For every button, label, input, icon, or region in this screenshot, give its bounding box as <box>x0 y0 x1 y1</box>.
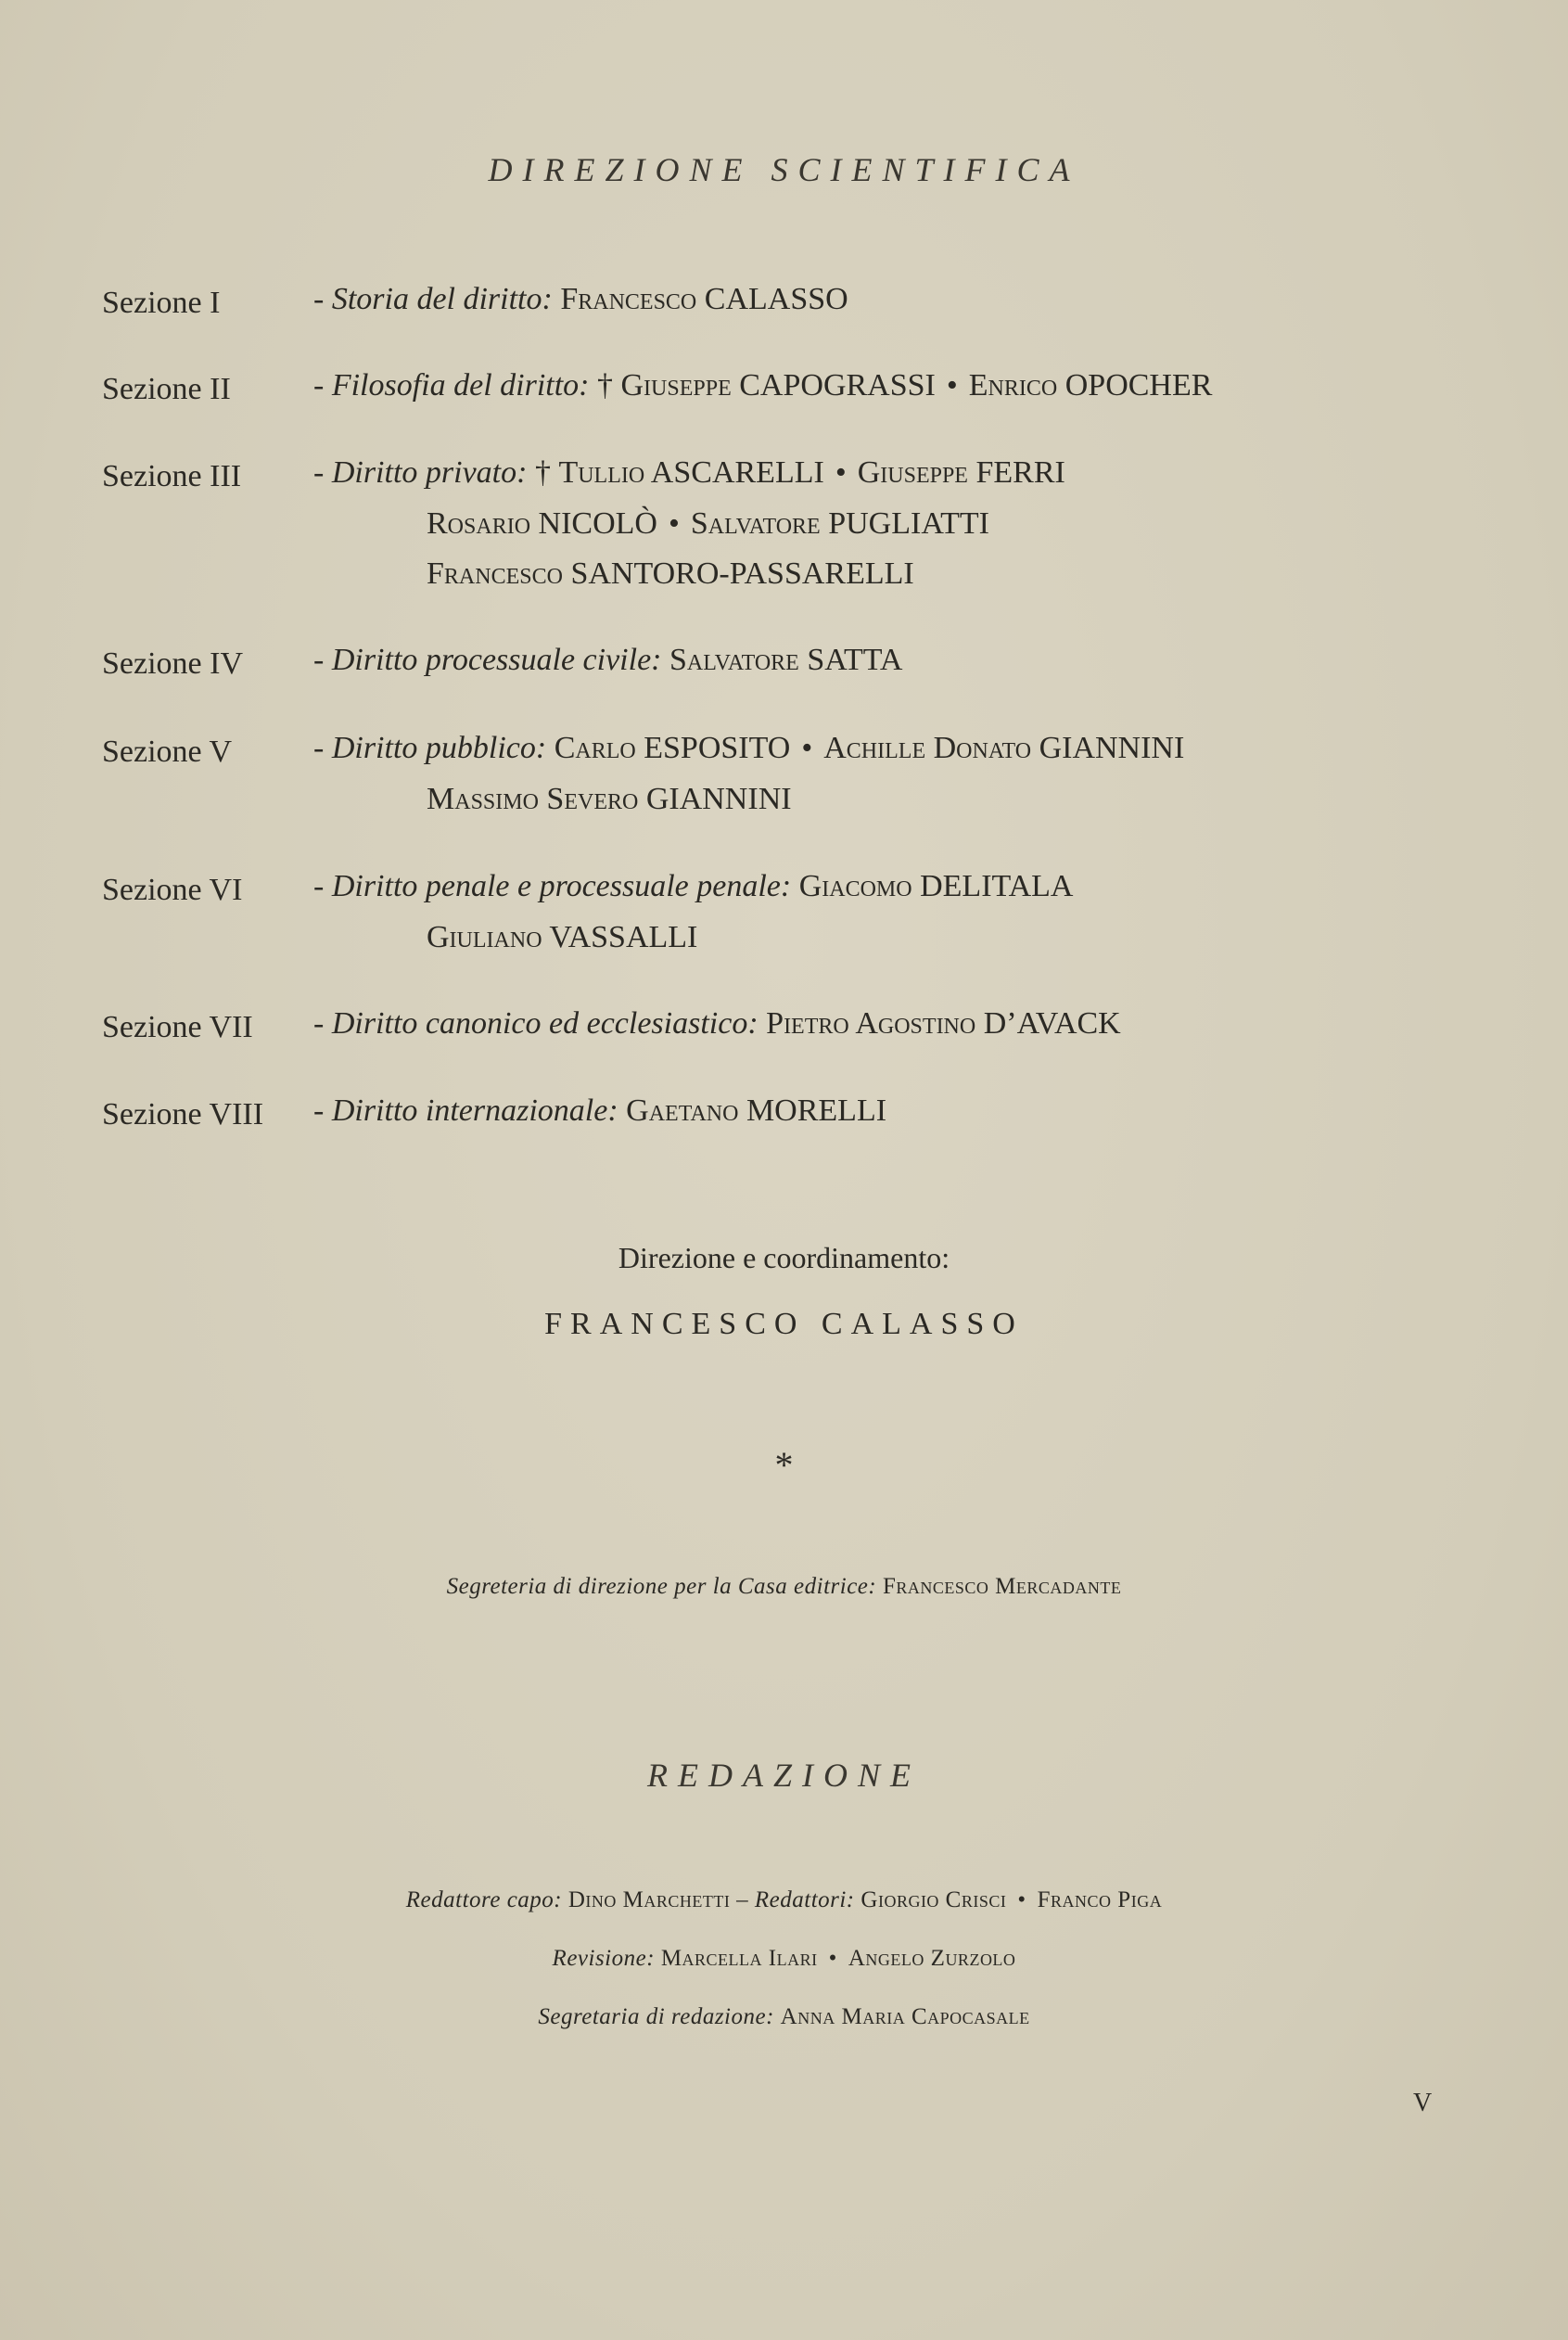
sezione-label: Sezione VIII <box>102 1097 264 1132</box>
name-text: FERRI <box>967 455 1065 490</box>
name-text: Pietro Agostino <box>766 1006 976 1041</box>
name-text: Gaetano <box>626 1093 739 1128</box>
name-text: SANTORO-PASSARELLI <box>562 556 914 591</box>
sezione-line <box>313 1006 1121 1042</box>
name-text: † <box>527 455 559 490</box>
sezione-line-continued <box>427 920 697 955</box>
name-text: ASCARELLI <box>644 455 824 490</box>
name-text: SATTA <box>798 643 903 677</box>
bullet-separator: • <box>946 368 958 403</box>
sezione-line-continued <box>427 782 792 817</box>
sezione-label: Sezione VI <box>102 873 243 907</box>
redazione-line <box>0 1887 1568 1913</box>
name-text: Salvatore <box>669 643 799 677</box>
name-text: - <box>313 1006 332 1041</box>
name-text: - <box>313 643 332 677</box>
sezione-line <box>313 455 1065 491</box>
name-text: Giorgio Crisci <box>860 1887 1007 1912</box>
coordinamento-name: FRANCESCO CALASSO <box>544 1307 1024 1341</box>
bullet-separator: • <box>1017 1887 1026 1912</box>
name-text: - <box>313 455 332 490</box>
name-text: MORELLI <box>738 1093 887 1128</box>
name-text: Enrico <box>968 368 1058 403</box>
name-text: Salvatore <box>690 506 821 541</box>
name-text: Massimo Severo <box>427 782 639 816</box>
name-text: - <box>313 1093 332 1128</box>
coordinamento-label: Direzione e coordinamento: <box>618 1241 950 1274</box>
name-text <box>661 643 669 677</box>
field-label: Diritto privato: <box>331 455 528 490</box>
name-text: NICOLÒ <box>530 506 657 541</box>
field-label: Filosofia del diritto: <box>331 368 590 403</box>
field-label: Redattore capo: <box>405 1887 563 1912</box>
name-text <box>791 869 799 903</box>
direzione-scientifica-heading: DIREZIONE SCIENTIFICA <box>488 151 1080 188</box>
sezione-line <box>313 368 1212 403</box>
asterisk-divider: * <box>774 1444 794 1486</box>
sezione-line-continued <box>427 506 989 542</box>
sezione-label: Sezione II <box>102 372 231 406</box>
name-text: D’AVACK <box>975 1006 1121 1041</box>
name-text: Giacomo <box>798 869 912 903</box>
name-text: VASSALLI <box>542 920 698 954</box>
bullet-separator: • <box>801 731 813 765</box>
name-text: Anna Maria Capocasale <box>780 2004 1030 2029</box>
name-text: ESPOSITO <box>635 731 791 765</box>
name-text: GIANNINI <box>1031 731 1185 765</box>
sezione-label: Sezione I <box>102 286 221 320</box>
name-text: - <box>313 731 332 765</box>
name-text: Marcella Ilari <box>660 1946 818 1971</box>
field-label: Segretaria di redazione: <box>538 2004 774 2029</box>
name-text: OPOCHER <box>1057 368 1213 403</box>
name-text: – <box>730 1887 755 1912</box>
name-text: CAPOGRASSI <box>731 368 936 403</box>
sezione-line <box>313 869 1073 904</box>
sezione-label: Sezione VII <box>102 1010 253 1044</box>
name-text: - <box>313 869 332 903</box>
sezione-label: Sezione V <box>102 735 233 769</box>
name-text: Carlo <box>554 731 636 765</box>
field-label: Revisione: <box>552 1946 656 1971</box>
name-text: Dino Marchetti <box>567 1887 731 1912</box>
page-number: V <box>1413 2089 1433 2117</box>
field-label: Redattori: <box>754 1887 855 1912</box>
name-text: Giuseppe <box>620 368 732 403</box>
name-text: Angelo Zurzolo <box>848 1946 1016 1971</box>
segreteria-direzione-name: Francesco Mercadante <box>882 1574 1122 1599</box>
name-text <box>562 1887 568 1912</box>
sezione-label: Sezione IV <box>102 646 244 681</box>
sezione-line <box>313 1093 886 1129</box>
name-text: Francesco <box>560 282 697 316</box>
name-text <box>655 1946 661 1971</box>
name-text: DELITALA <box>911 869 1074 903</box>
name-text: GIANNINI <box>638 782 792 816</box>
name-text <box>546 731 555 765</box>
segreteria-direzione <box>0 1574 1568 1600</box>
sezione-line <box>313 282 848 317</box>
bullet-separator: • <box>828 1946 837 1971</box>
field-label: Diritto penale e processuale penale: <box>331 869 792 903</box>
field-label: Diritto processuale civile: <box>331 643 662 677</box>
name-text: Francesco <box>427 556 563 591</box>
name-text: - <box>313 368 332 403</box>
name-text: PUGLIATTI <box>820 506 989 541</box>
name-text: CALASSO <box>696 282 848 316</box>
field-label: Diritto canonico ed ecclesiastico: <box>331 1006 759 1041</box>
sezione-line-continued <box>427 556 914 592</box>
sezione-line <box>313 731 1184 766</box>
name-text: - <box>313 282 332 316</box>
name-text: Rosario <box>427 506 531 541</box>
bullet-separator: • <box>835 455 847 490</box>
name-text: † <box>589 368 621 403</box>
name-text: Giuliano <box>427 920 542 954</box>
field-label: Storia del diritto: <box>331 282 553 316</box>
field-label: Diritto pubblico: <box>331 731 547 765</box>
field-label: Diritto internazionale: <box>331 1093 618 1128</box>
sezione-label: Sezione III <box>102 459 242 493</box>
name-text: Giuseppe <box>857 455 968 490</box>
name-text: Franco Piga <box>1037 1887 1163 1912</box>
name-text <box>774 2004 781 2029</box>
name-text: Tullio <box>558 455 645 490</box>
sezione-line <box>313 643 902 678</box>
redazione-line <box>0 1946 1568 1972</box>
redazione-line <box>0 2004 1568 2030</box>
name-text: Achille Donato <box>823 731 1032 765</box>
bullet-separator: • <box>668 506 680 541</box>
name-text <box>618 1093 627 1128</box>
segreteria-direzione-label: Segreteria di direzione per la Casa editrice: <box>446 1574 877 1599</box>
name-text <box>759 1006 767 1041</box>
redazione-heading: REDAZIONE <box>647 1757 921 1794</box>
